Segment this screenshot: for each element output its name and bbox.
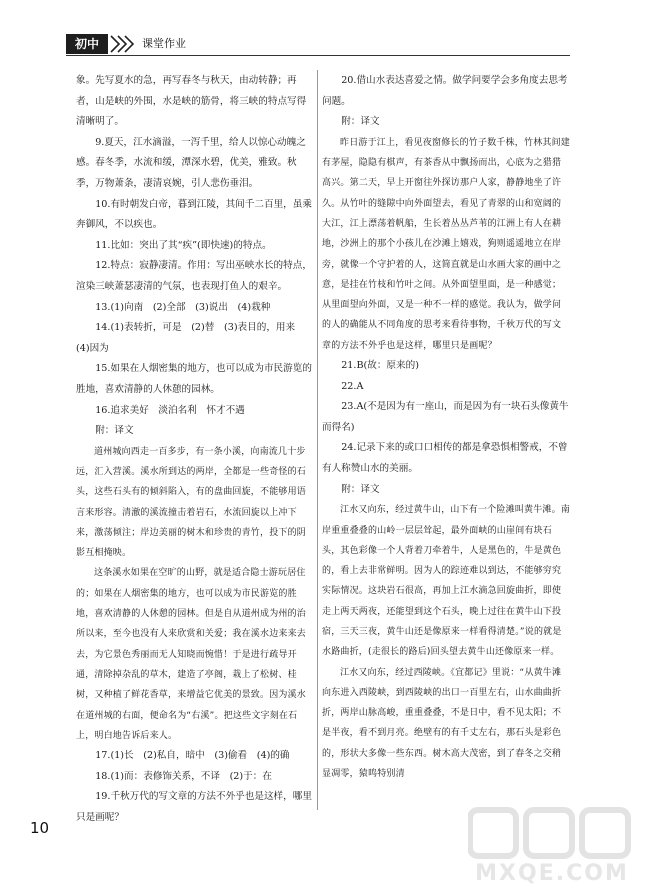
- answer-paragraph: 12.特点：寂静凄清。作用：写出巫峡水长的特点，渲染三峡萧瑟凄清的气氛，也表现打鱼人的艰辛。: [76, 260, 312, 292]
- header-subtitle: 课堂作业: [142, 37, 186, 50]
- answer-paragraph: 19.千秋万代的写文章的方法不外乎也是这样，哪里只是画呢？: [76, 791, 312, 823]
- answer-paragraph: 22.A: [341, 380, 364, 392]
- answer-paragraph: 15.如果在人烟密集的地方，也可以成为市民游览的胜地，喜欢清静的人休憩的园林。: [76, 363, 312, 395]
- translation-paragraph: 江水又向东，经过西陵峡。《宜都记》里说：“从黄牛滩向东进入西陵峡，到西陵峡的出口一百里左右，山水曲曲折折，两岸山脉高峻，重重叠叠，不是日中，看不见太阳；不是半夜，看不到月亮。绝壁有的有千丈左右，那石头是彩色的，形状大多像一些东西。树木高大茂密，到了春冬之交稍显凋零，猿鸣特别清: [322, 667, 562, 780]
- chevron-right-icon: [109, 34, 139, 54]
- translation-paragraph: 江水又向东，经过黄牛山，山下有一个险滩叫黄牛滩。南岸重重叠叠的山岭一层层耸起，最外面峡的山崖间有块石头，其色彩像一个人背着刀牵着牛，人是黑色的，牛是黄色的，看上去非常鲜明。因为人的踪迹难以到达，不能够穷究实际情况。这块岩石很高，再加上江水滴急回旋曲折，即使走上两天两夜，还能望到这个石头，晚上过往在黄牛山下投宿，三天三夜，黄牛山还是像原来一样看得清楚。”说的就是水路曲折，(走很长的路后)回头望去黄牛山还像原来一样。: [322, 505, 571, 658]
- page-number: 10: [30, 819, 50, 837]
- left-column: [76, 71, 314, 829]
- answer-paragraph: 21.B(故：原来的): [341, 360, 419, 372]
- answer-paragraph: 20.借山水表达喜爱之情。做学问要学会多角度去思考问题。: [322, 75, 568, 107]
- right-column: [322, 71, 570, 784]
- translation-heading: 附：译文: [95, 425, 134, 437]
- answer-paragraph: 象。先写夏水的急，再写春冬与秋天，由动转静；再者，山是峡的外围，水是峡的筋骨，将三峡的特点写得清晰明了。: [76, 75, 307, 128]
- answer-paragraph: 17.(1)长 (2)私自，暗中 (3)偷看 (4)的确: [95, 750, 290, 762]
- answer-paragraph: 13.(1)向南 (2)全部 (3)说出 (4)栽种: [95, 301, 271, 313]
- translation-paragraph: 道州城向西走一百多步，有一条小溪，向南流几十步远，汇入营溪。溪水所到达的两岸，全都是一些奇怪的石头，这些石头有的倾斜陷入，有的盘曲回旋，不能够用语言来形容。清澈的溪流撞击着岩石，水流回旋以上冲下来，激荡倾注；岸边美丽的树木和珍贵的青竹，投下的阴影互相掩映。: [76, 446, 307, 559]
- level-badge: 初中: [66, 34, 108, 54]
- translation-heading: 附：译文: [341, 483, 380, 495]
- translation-paragraph: 昨日游于江上，看见夜窗修长的竹子数千株，竹林其间建有茅屋，隐隐有棋声，有茶香从中飘扬而出，心底为之猎猎高兴。第二天，早上开窗往外探访那户人家，静静地坐了许久。从竹叶的缝隙中向外面望去，看见了青翠的山和宽阔的大江，江上漂荡着帆船，生长着丛丛芦苇的江洲上有人在耕地，沙洲上的那个小孩儿在沙滩上嬉戏，狗则遥遥地立在岸旁，就像一个守护着的人，这简直就是山水画大家的画中之意，是挂在竹枝和竹叶之间。从外面望里面，是一种感觉；从里面望向外面，又是一种不一样的感觉。我认为，做学问的人的确能从不同角度的思考来看待事物，千秋万代的写文章的方法不外乎也是这样，哪里只是画呢？: [322, 137, 571, 351]
- answer-paragraph: 14.(1)表转折，可是 (2)替 (3)表目的，用来 (4)因为: [76, 322, 305, 354]
- answer-paragraph: 18.(1)而：表修饰关系，不译 (2)于：在: [95, 770, 272, 782]
- column-divider: [317, 70, 318, 810]
- watermark-logo: [468, 806, 638, 886]
- translation-heading: 附：译文: [341, 116, 380, 128]
- header-rule: [66, 55, 570, 56]
- page-header: [66, 34, 570, 56]
- translation-paragraph: 这条溪水如果在空旷的山野，就是适合隐士游玩居住的；如果在人烟密集的地方，也可以成为市民游览的胜地，喜欢清静的人休憩的园林。但是自从道州成为州的治所以来，至今也没有人来欣赏和关爱；我在溪水边来来去去，为它景色秀丽而无人知晓而惋惜！于是进行疏导开通，清除掉杂乱的草木，建造了亭阁，栽上了松树、桂树，又种植了鲜花香草，来增益它优美的景致。因为溪水在道州城的右面，便命名为“右溪”。把这些文字刻在石上，明白地告诉后来人。: [76, 568, 307, 741]
- answer-paragraph: 23.A(不是因为有一座山，而是因为有一块石头像黄牛而得名): [322, 401, 569, 433]
- answer-paragraph: 24.记录下来的或口口相传的都是拿恐惧相警戒，不曾有人称赞山水的美丽。: [322, 442, 568, 475]
- answer-paragraph: 11.比如：突出了其“疾”(即快速)的特点。: [95, 239, 272, 251]
- answer-paragraph: 10.有时朝发白帝，暮到江陵，其间千二百里，虽乘奔御风，不以疾也。: [76, 198, 312, 231]
- answer-paragraph: 16.追求美好 淡泊名利 怀才不遇: [95, 404, 245, 416]
- svg-text:MXQE.COM: MXQE.COM: [475, 861, 629, 886]
- answer-paragraph: 9.夏天，江水滴溢，一泻千里，给人以惊心动魄之感。春冬季，水流和缓，潭深水碧，优美，雅致。秋季，万物萧条，凄清哀婉，引人悲伤垂泪。: [76, 136, 306, 189]
